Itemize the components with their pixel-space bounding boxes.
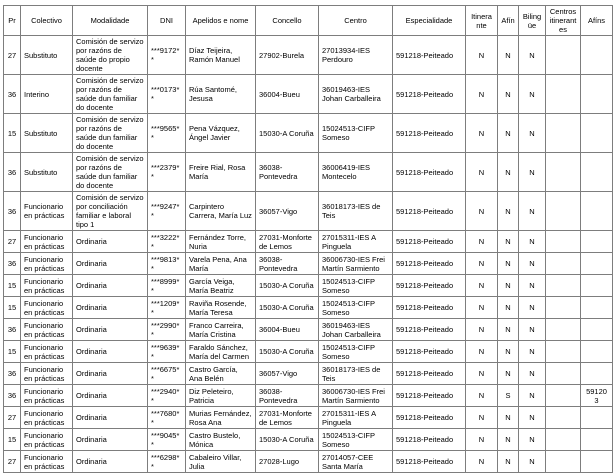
table-cell: Rúa Santomé, Jesusa <box>186 75 256 114</box>
table-cell: 36 <box>4 253 21 275</box>
table-cell: N <box>498 319 519 341</box>
table-cell: 36018173-IES de Teis <box>319 363 393 385</box>
table-cell: 36057-Vigo <box>256 363 319 385</box>
table-cell: N <box>498 253 519 275</box>
table-cell: ***1209** <box>148 297 186 319</box>
table-cell: Ordinaria <box>73 253 148 275</box>
table-cell: 591218-Peiteado <box>393 385 466 407</box>
table-cell <box>546 231 581 253</box>
table-cell: N <box>466 319 498 341</box>
table-cell: Ordinaria <box>73 363 148 385</box>
table-cell: N <box>498 75 519 114</box>
table-cell: 36 <box>4 363 21 385</box>
table-cell: 15024513-CIFP Someso <box>319 114 393 153</box>
table-cell: N <box>498 363 519 385</box>
table-cell: Substituto <box>21 36 73 75</box>
column-header: Afín <box>498 6 519 36</box>
table-cell: N <box>519 153 546 192</box>
table-cell: N <box>498 341 519 363</box>
table-cell: 15030-A Coruña <box>256 275 319 297</box>
table-cell: Ordinaria <box>73 451 148 473</box>
table-cell: N <box>519 275 546 297</box>
table-cell: 15 <box>4 297 21 319</box>
table-cell: N <box>466 363 498 385</box>
table-cell: 36019463-IES Johan Carballeira <box>319 319 393 341</box>
table-cell <box>546 114 581 153</box>
table-cell: 591218-Peiteado <box>393 75 466 114</box>
table-cell: 27014057-CEE Santa María <box>319 451 393 473</box>
table-cell: 591218-Peiteado <box>393 341 466 363</box>
table-row <box>4 363 613 385</box>
table-cell: Castro García, Ana Belén <box>186 363 256 385</box>
table-cell: N <box>498 297 519 319</box>
table-cell: Comisión de servizo por razóns de saúde dun familiar do docente <box>73 153 148 192</box>
table-cell: 591218-Peiteado <box>393 451 466 473</box>
table-cell: N <box>519 429 546 451</box>
table-cell <box>546 297 581 319</box>
table-cell: 15030-A Coruña <box>256 297 319 319</box>
table-cell: Fernández Torre, Nuria <box>186 231 256 253</box>
table-cell: Funcionario en prácticas <box>21 297 73 319</box>
table-row <box>4 231 613 253</box>
table-cell: N <box>498 429 519 451</box>
table-cell: N <box>466 75 498 114</box>
table-cell: N <box>498 451 519 473</box>
table-cell: ***3222** <box>148 231 186 253</box>
column-header: Itinerante <box>466 6 498 36</box>
table-row <box>4 297 613 319</box>
column-header: Especialidade <box>393 6 466 36</box>
column-header: DNI <box>148 6 186 36</box>
table-cell: N <box>466 114 498 153</box>
table-cell: 591218-Peiteado <box>393 319 466 341</box>
table-row <box>4 153 613 192</box>
table-cell: García Veiga, María Beatriz <box>186 275 256 297</box>
table-cell: 36038-Pontevedra <box>256 253 319 275</box>
table-cell: 27015311-IES A Pinguela <box>319 407 393 429</box>
table-cell: Ordinaria <box>73 429 148 451</box>
column-header: Concello <box>256 6 319 36</box>
table-cell <box>581 363 613 385</box>
column-header: Pr <box>4 6 21 36</box>
table-cell: N <box>466 451 498 473</box>
column-header: Modalidade <box>73 6 148 36</box>
table-cell: Murias Fernández, Rosa Ana <box>186 407 256 429</box>
table-cell: 591203 <box>581 385 613 407</box>
table-cell: 15024513-CIFP Someso <box>319 275 393 297</box>
table-cell <box>546 36 581 75</box>
table-cell: N <box>466 231 498 253</box>
table-cell: N <box>466 36 498 75</box>
table-cell: Ordinaria <box>73 319 148 341</box>
table-cell: Comisión de servizo por razóns de saúde dun familiar do docente <box>73 114 148 153</box>
table-cell: ***7680** <box>148 407 186 429</box>
table-cell: 591218-Peiteado <box>393 153 466 192</box>
table-cell: 36004-Bueu <box>256 75 319 114</box>
table-cell: 591218-Peiteado <box>393 297 466 319</box>
table-cell: 591218-Peiteado <box>393 429 466 451</box>
table-cell: Castro Bustelo, Mónica <box>186 429 256 451</box>
table-cell: 591218-Peiteado <box>393 275 466 297</box>
table-cell: ***9045** <box>148 429 186 451</box>
table-cell <box>581 451 613 473</box>
table-cell: Ordinaria <box>73 341 148 363</box>
table-cell: N <box>466 385 498 407</box>
table-cell <box>546 75 581 114</box>
table-cell: 36 <box>4 153 21 192</box>
table-cell: N <box>466 407 498 429</box>
table-cell: ***9639** <box>148 341 186 363</box>
table-cell: Funcionario en prácticas <box>21 363 73 385</box>
table-cell: ***0173** <box>148 75 186 114</box>
table-cell: 15024513-CIFP Someso <box>319 429 393 451</box>
table-cell: N <box>519 319 546 341</box>
table-cell <box>546 275 581 297</box>
table-cell: Funcionario en prácticas <box>21 385 73 407</box>
table-cell <box>581 275 613 297</box>
table-row <box>4 275 613 297</box>
table-cell: 36 <box>4 319 21 341</box>
table-cell <box>581 231 613 253</box>
table-cell: 27031-Monforte de Lemos <box>256 231 319 253</box>
table-cell <box>581 253 613 275</box>
table-cell: Pena Vázquez, Ángel Javier <box>186 114 256 153</box>
table-cell: 27 <box>4 231 21 253</box>
table-cell <box>581 192 613 231</box>
table-cell: Comisión de servizo por conciliación familiar e laboral tipo 1 <box>73 192 148 231</box>
table-cell: 15 <box>4 341 21 363</box>
table-cell: Ordinaria <box>73 297 148 319</box>
table-cell: N <box>519 407 546 429</box>
table-cell: N <box>519 297 546 319</box>
table-cell: N <box>498 153 519 192</box>
table-cell: Interino <box>21 75 73 114</box>
table-cell: 27013934-IES Perdouro <box>319 36 393 75</box>
table-cell: 15024513-CIFP Someso <box>319 297 393 319</box>
table-cell: Díaz Teijeira, Ramón Manuel <box>186 36 256 75</box>
table-row <box>4 75 613 114</box>
table-cell: 15030-A Coruña <box>256 114 319 153</box>
table-cell: 27028-Lugo <box>256 451 319 473</box>
table-cell: Funcionario en prácticas <box>21 253 73 275</box>
table-cell <box>581 297 613 319</box>
table-cell: Ordinaria <box>73 275 148 297</box>
table-cell: N <box>466 429 498 451</box>
table-sheet <box>3 5 613 473</box>
table-cell: Diz Peleteiro, Patricia <box>186 385 256 407</box>
table-cell <box>546 385 581 407</box>
table-cell: Freire Rial, Rosa María <box>186 153 256 192</box>
table-cell: N <box>519 253 546 275</box>
table-row <box>4 192 613 231</box>
table-cell: 591218-Peiteado <box>393 407 466 429</box>
table-row <box>4 451 613 473</box>
table-cell: ***6298** <box>148 451 186 473</box>
table-cell: N <box>519 75 546 114</box>
table-cell <box>546 153 581 192</box>
table-cell: Ordinaria <box>73 385 148 407</box>
table-cell: Comisión de servizo por razóns de saúde do propio docente <box>73 36 148 75</box>
column-header: Centro <box>319 6 393 36</box>
table-cell: 591218-Peiteado <box>393 253 466 275</box>
table-cell: Varela Pena, Ana María <box>186 253 256 275</box>
teachers-assignment-table <box>3 5 613 473</box>
table-cell: N <box>519 231 546 253</box>
table-cell: S <box>498 385 519 407</box>
table-cell: N <box>519 363 546 385</box>
table-cell: N <box>498 275 519 297</box>
column-header: Afíns <box>581 6 613 36</box>
table-cell: ***9172** <box>148 36 186 75</box>
table-cell: Funcionario en prácticas <box>21 341 73 363</box>
table-cell: 591218-Peiteado <box>393 192 466 231</box>
table-cell: 27015311-IES A Pinguela <box>319 231 393 253</box>
table-cell: 27031-Monforte de Lemos <box>256 407 319 429</box>
table-cell: N <box>466 192 498 231</box>
table-cell: Comisión de servizo por razóns de saúde dun familiar do docente <box>73 75 148 114</box>
table-cell <box>581 36 613 75</box>
table-cell: 15030-A Coruña <box>256 341 319 363</box>
table-cell: ***6675** <box>148 363 186 385</box>
table-cell: 591218-Peiteado <box>393 36 466 75</box>
table-cell: 591218-Peiteado <box>393 231 466 253</box>
table-cell: ***2990** <box>148 319 186 341</box>
table-cell <box>546 253 581 275</box>
table-cell <box>581 407 613 429</box>
table-cell: N <box>498 231 519 253</box>
table-cell: 36 <box>4 75 21 114</box>
table-cell: N <box>519 385 546 407</box>
table-cell: 15030-A Coruña <box>256 429 319 451</box>
table-cell: Carpintero Carrera, María Luz <box>186 192 256 231</box>
table-cell: 27902-Burela <box>256 36 319 75</box>
table-cell: ***8999** <box>148 275 186 297</box>
table-row <box>4 385 613 407</box>
table-cell <box>581 341 613 363</box>
table-row <box>4 253 613 275</box>
table-cell <box>546 429 581 451</box>
table-cell: Ordinaria <box>73 231 148 253</box>
table-cell: N <box>466 275 498 297</box>
table-cell: 36038-Pontevedra <box>256 385 319 407</box>
table-cell: ***9565** <box>148 114 186 153</box>
table-cell: 36019463-IES Johan Carballeira <box>319 75 393 114</box>
table-cell <box>581 429 613 451</box>
column-header: Centros itinerantes <box>546 6 581 36</box>
table-cell: 15 <box>4 114 21 153</box>
table-cell: Cabaleiro Villar, Julia <box>186 451 256 473</box>
table-cell <box>546 319 581 341</box>
table-cell: Faraldo Sánchez, María del Carmen <box>186 341 256 363</box>
table-cell: N <box>498 36 519 75</box>
table-cell <box>546 407 581 429</box>
table-cell <box>546 363 581 385</box>
table-cell: 591218-Peiteado <box>393 363 466 385</box>
table-cell: Substituto <box>21 153 73 192</box>
table-cell: 36006730-IES Frei Martín Sarmiento <box>319 385 393 407</box>
table-cell: N <box>466 297 498 319</box>
table-cell: ***9247** <box>148 192 186 231</box>
table-cell: 36 <box>4 385 21 407</box>
table-cell: Substituto <box>21 114 73 153</box>
table-cell: 27 <box>4 36 21 75</box>
table-row <box>4 114 613 153</box>
table-cell <box>581 114 613 153</box>
column-header: Apelidos e nome <box>186 6 256 36</box>
table-cell: 15 <box>4 429 21 451</box>
column-header: Colectivo <box>21 6 73 36</box>
table-header-row <box>4 6 613 36</box>
table-cell: N <box>519 36 546 75</box>
table-cell: Funcionario en prácticas <box>21 192 73 231</box>
table-cell: 36038-Pontevedra <box>256 153 319 192</box>
table-cell <box>546 341 581 363</box>
table-cell: N <box>466 253 498 275</box>
table-cell: 36 <box>4 192 21 231</box>
table-cell: Franco Carreira, María Cristina <box>186 319 256 341</box>
table-cell: 15024513-CIFP Someso <box>319 341 393 363</box>
table-cell <box>546 192 581 231</box>
table-cell <box>581 319 613 341</box>
table-row <box>4 407 613 429</box>
table-cell: N <box>498 192 519 231</box>
table-row <box>4 319 613 341</box>
table-cell: N <box>466 153 498 192</box>
table-cell: 27 <box>4 451 21 473</box>
table-cell: 36057-Vigo <box>256 192 319 231</box>
table-cell: N <box>498 407 519 429</box>
table-cell <box>546 451 581 473</box>
table-cell: Ordinaria <box>73 407 148 429</box>
table-cell: 36018173-IES de Teis <box>319 192 393 231</box>
table-cell <box>581 153 613 192</box>
table-row <box>4 341 613 363</box>
table-cell: ***2940** <box>148 385 186 407</box>
table-cell: Funcionario en prácticas <box>21 319 73 341</box>
table-cell: 36006419-IES Montecelo <box>319 153 393 192</box>
table-cell: N <box>519 192 546 231</box>
table-cell: Funcionario en prácticas <box>21 231 73 253</box>
table-cell: N <box>519 341 546 363</box>
column-header: Bilingüe <box>519 6 546 36</box>
table-cell: Funcionario en prácticas <box>21 429 73 451</box>
table-cell: Raviña Rosende, María Teresa <box>186 297 256 319</box>
table-cell: 591218-Peiteado <box>393 114 466 153</box>
table-cell: 36006730-IES Frei Martín Sarmiento <box>319 253 393 275</box>
table-cell: N <box>498 114 519 153</box>
table-row <box>4 36 613 75</box>
table-cell: Funcionario en prácticas <box>21 451 73 473</box>
table-cell: N <box>466 341 498 363</box>
table-cell: N <box>519 114 546 153</box>
table-cell: 36004-Bueu <box>256 319 319 341</box>
table-cell: 15 <box>4 275 21 297</box>
table-cell: 27 <box>4 407 21 429</box>
table-row <box>4 429 613 451</box>
table-cell: ***2379** <box>148 153 186 192</box>
table-cell: N <box>519 451 546 473</box>
table-cell: Funcionario en prácticas <box>21 275 73 297</box>
table-cell: ***9813** <box>148 253 186 275</box>
table-cell: Funcionario en prácticas <box>21 407 73 429</box>
table-cell <box>581 75 613 114</box>
